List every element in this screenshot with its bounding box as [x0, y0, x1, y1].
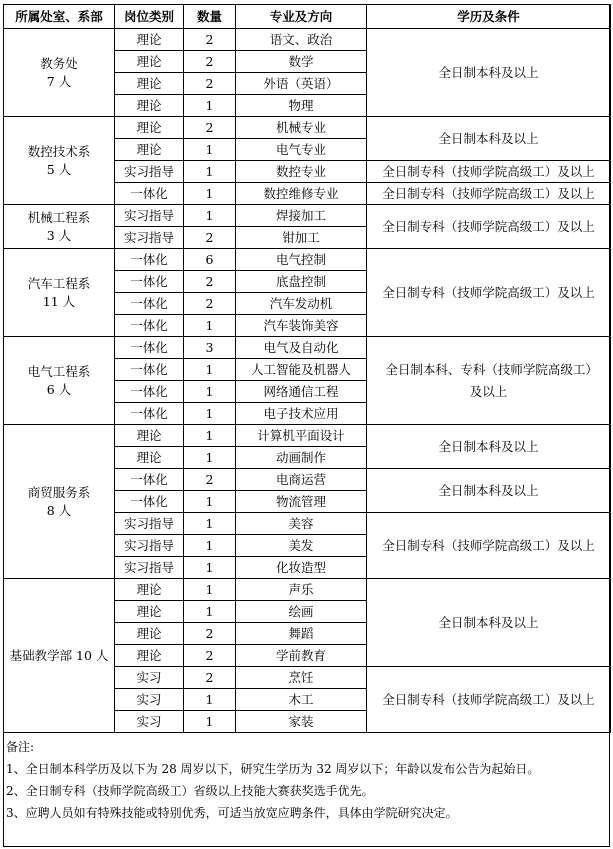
post-type: 理论 [115, 425, 184, 447]
header-requirements: 学历及条件 [367, 5, 611, 29]
post-type: 一体化 [115, 359, 184, 381]
post-type: 一体化 [115, 403, 184, 425]
major: 木工 [236, 689, 367, 711]
post-type: 实习指导 [115, 535, 184, 557]
major: 语文、政治 [236, 29, 367, 51]
post-type: 实习 [115, 667, 184, 689]
header-row [4, 5, 611, 29]
requirement-cell: 全日制专科（技师学院高级工）及以上 [367, 205, 611, 249]
major: 钳加工 [236, 227, 367, 249]
header-major: 专业及方向 [236, 5, 367, 29]
post-type: 一体化 [115, 183, 184, 205]
major: 电气专业 [236, 139, 367, 161]
department-cell [4, 425, 115, 579]
major: 物理 [236, 95, 367, 117]
major: 数控维修专业 [236, 183, 367, 205]
requirement-cell: 全日制本科及以上 [367, 425, 611, 469]
major: 网络通信工程 [236, 381, 367, 403]
quantity: 1 [184, 381, 236, 403]
post-type: 理论 [115, 73, 184, 95]
major: 美容 [236, 513, 367, 535]
note-3: 3、应聘人员如有特殊技能或特别优秀，可适当放宽应聘条件，具体由学院研究决定。 [6, 806, 458, 820]
major: 动画制作 [236, 447, 367, 469]
table-row [4, 117, 611, 139]
requirement-cell: 全日制本科及以上 [367, 469, 611, 513]
department-count: 5 人 [46, 161, 72, 177]
table-row [4, 249, 611, 271]
quantity: 2 [184, 623, 236, 645]
post-type: 一体化 [115, 249, 184, 271]
requirement-cell: 全日制专科（技师学院高级工）及以上 [367, 183, 611, 205]
quantity: 1 [184, 491, 236, 513]
quantity: 1 [184, 183, 236, 205]
quantity: 1 [184, 689, 236, 711]
quantity: 1 [184, 161, 236, 183]
quantity: 2 [184, 117, 236, 139]
post-type: 理论 [115, 29, 184, 51]
quantity: 2 [184, 73, 236, 95]
department-cell [4, 205, 115, 249]
post-type: 一体化 [115, 381, 184, 403]
requirement-cell: 全日制专科（技师学院高级工）及以上 [367, 249, 611, 337]
notes-section [6, 736, 609, 824]
quantity: 3 [184, 337, 236, 359]
major: 人工智能及机器人 [236, 359, 367, 381]
post-type: 实习指导 [115, 557, 184, 579]
department-count: 8 人 [46, 502, 72, 518]
post-type: 理论 [115, 579, 184, 601]
department-name: 机械工程系 [27, 209, 91, 225]
department-cell [4, 29, 115, 117]
requirement-cell: 全日制专科（技师学院高级工）及以上 [367, 667, 611, 733]
department-name: 基础教学部 10 人 [9, 647, 109, 663]
quantity: 2 [184, 51, 236, 73]
post-type: 一体化 [115, 315, 184, 337]
post-type: 理论 [115, 601, 184, 623]
post-type: 一体化 [115, 337, 184, 359]
post-type: 实习指导 [115, 205, 184, 227]
major: 汽车发动机 [236, 293, 367, 315]
quantity: 1 [184, 601, 236, 623]
major: 家装 [236, 711, 367, 733]
post-type: 理论 [115, 139, 184, 161]
department-name: 汽车工程系 [27, 275, 91, 291]
requirement-cell: 全日制专科（技师学院高级工）及以上 [367, 161, 611, 183]
requirement-cell: 全日制本科及以上 [367, 29, 611, 117]
note-1: 1、全日制本科学历及以下为 28 周岁以下，研究生学历为 32 周岁以下；年龄以发布公告为起始日。 [6, 762, 540, 776]
quantity: 6 [184, 249, 236, 271]
major: 学前教育 [236, 645, 367, 667]
requirement-cell: 全日制本科、专科（技师学院高级工）及以上 [367, 337, 611, 425]
department-cell [4, 579, 115, 733]
table-row [4, 205, 611, 227]
post-type: 实习指导 [115, 161, 184, 183]
major: 声乐 [236, 579, 367, 601]
quantity: 1 [184, 557, 236, 579]
department-count: 6 人 [46, 381, 72, 397]
post-type: 理论 [115, 645, 184, 667]
department-name: 电气工程系 [27, 363, 91, 379]
quantity: 1 [184, 425, 236, 447]
major: 数学 [236, 51, 367, 73]
major: 数控专业 [236, 161, 367, 183]
post-type: 一体化 [115, 469, 184, 491]
header-post-type: 岗位类别 [115, 5, 184, 29]
quantity: 2 [184, 293, 236, 315]
requirement-cell: 全日制专科（技师学院高级工）及以上 [367, 513, 611, 579]
quantity: 1 [184, 315, 236, 337]
requirement-cell: 全日制本科及以上 [367, 117, 611, 161]
major: 机械专业 [236, 117, 367, 139]
quantity: 1 [184, 205, 236, 227]
quantity: 2 [184, 271, 236, 293]
major: 焊接加工 [236, 205, 367, 227]
major: 化妆造型 [236, 557, 367, 579]
major: 美发 [236, 535, 367, 557]
post-type: 一体化 [115, 293, 184, 315]
department-name: 商贸服务系 [27, 484, 91, 500]
requirement-cell: 全日制本科及以上 [367, 579, 611, 667]
major: 舞蹈 [236, 623, 367, 645]
table-row [4, 337, 611, 359]
post-type: 理论 [115, 51, 184, 73]
quantity: 2 [184, 645, 236, 667]
department-cell [4, 117, 115, 205]
quantity: 1 [184, 447, 236, 469]
major: 外语（英语） [236, 73, 367, 95]
header-quantity: 数量 [184, 5, 236, 29]
note-2: 2、全日制专科（技师学院高级工）省级以上技能大赛获奖选手优先。 [6, 784, 374, 798]
department-cell [4, 249, 115, 337]
quantity: 2 [184, 469, 236, 491]
post-type: 实习 [115, 711, 184, 733]
quantity: 1 [184, 535, 236, 557]
post-type: 一体化 [115, 491, 184, 513]
post-type: 理论 [115, 117, 184, 139]
major: 绘画 [236, 601, 367, 623]
major: 电子技术应用 [236, 403, 367, 425]
quantity: 1 [184, 711, 236, 733]
department-name: 教务处 [40, 55, 78, 71]
post-type: 实习指导 [115, 513, 184, 535]
quantity: 2 [184, 667, 236, 689]
notes-title: 备注: [6, 740, 35, 754]
quantity: 1 [184, 579, 236, 601]
department-cell [4, 337, 115, 425]
post-type: 实习指导 [115, 227, 184, 249]
table-row [4, 425, 611, 447]
post-type: 理论 [115, 623, 184, 645]
department-count: 3 人 [46, 227, 72, 243]
department-name: 数控技术系 [27, 143, 91, 159]
quantity: 1 [184, 403, 236, 425]
post-type: 一体化 [115, 271, 184, 293]
major: 汽车装饰美容 [236, 315, 367, 337]
table-row [4, 579, 611, 601]
post-type: 实习 [115, 689, 184, 711]
quantity: 2 [184, 29, 236, 51]
department-count: 11 人 [42, 293, 76, 309]
quantity: 1 [184, 513, 236, 535]
major: 电气控制 [236, 249, 367, 271]
department-count: 7 人 [46, 73, 72, 89]
post-type: 理论 [115, 95, 184, 117]
quantity: 1 [184, 95, 236, 117]
recruitment-table [3, 4, 611, 733]
post-type: 理论 [115, 447, 184, 469]
quantity: 2 [184, 227, 236, 249]
major: 物流管理 [236, 491, 367, 513]
quantity: 1 [184, 359, 236, 381]
major: 计算机平面设计 [236, 425, 367, 447]
major: 电气及自动化 [236, 337, 367, 359]
major: 电商运营 [236, 469, 367, 491]
header-department: 所属处室、系部 [4, 5, 115, 29]
quantity: 1 [184, 139, 236, 161]
table-row [4, 29, 611, 51]
major: 烹饪 [236, 667, 367, 689]
major: 底盘控制 [236, 271, 367, 293]
